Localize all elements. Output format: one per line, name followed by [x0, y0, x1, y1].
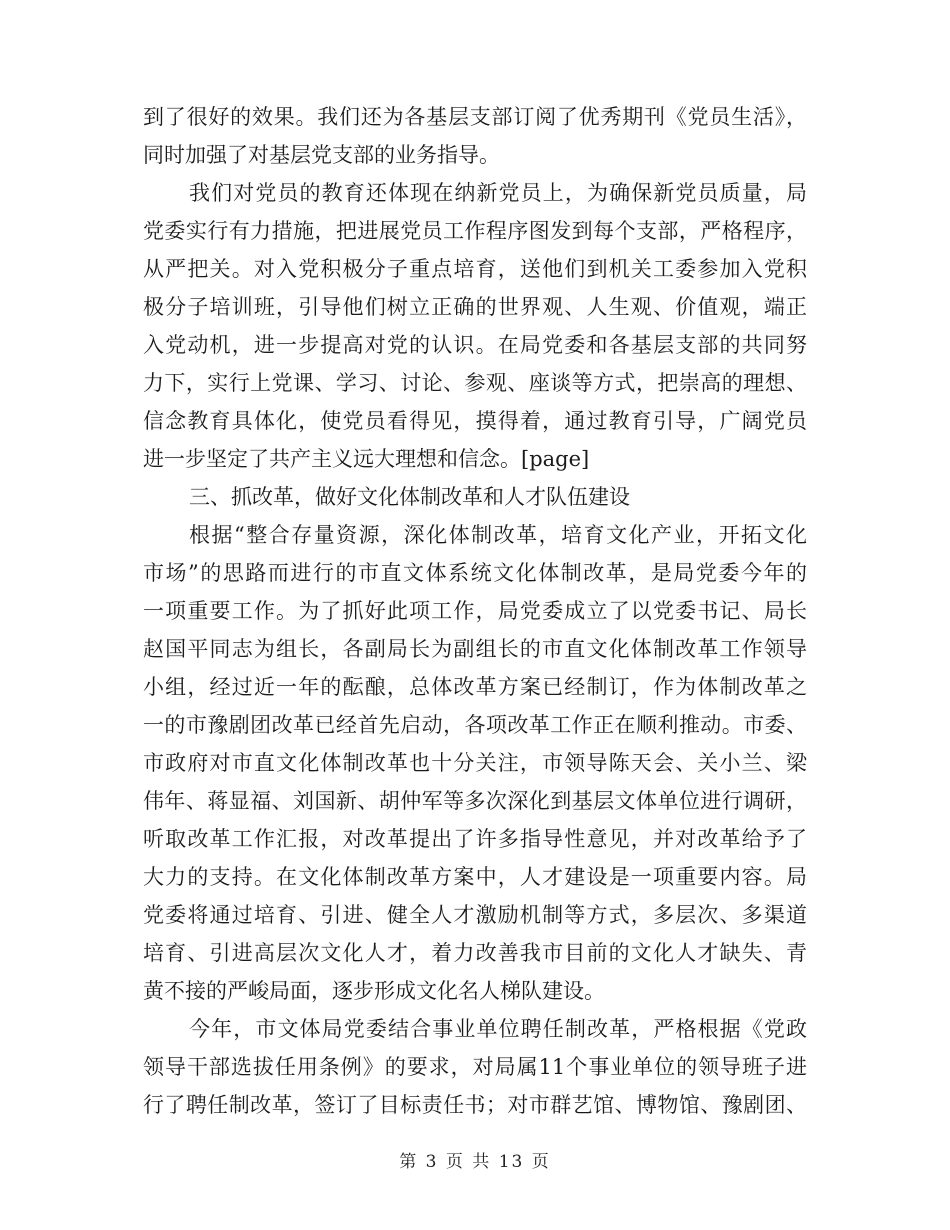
- text-line: 领导干部选拔任用条例》的要求，对局属11个事业单位的领导班子进: [143, 1055, 807, 1079]
- text-line: 进一步坚定了共产主义远大理想和信念。[page]: [143, 447, 590, 471]
- text-line: 行了聘任制改革，签订了目标责任书；对市群艺馆、博物馆、豫剧团、: [143, 1093, 807, 1117]
- text-line: 根据“整合存量资源，深化体制改革，培育文化产业，开拓文化: [189, 523, 807, 547]
- text-line: 党委实行有力措施，把进展党员工作程序图发到每个支部，严格程序，: [143, 219, 807, 243]
- text-line: 同时加强了对基层党支部的业务指导。: [143, 143, 500, 167]
- text-line: 赵国平同志为组长，各副局长为副组长的市直文化体制改革工作领导: [143, 637, 807, 661]
- text-line: 市场”的思路而进行的市直文体系统文化体制改革，是局党委今年的: [143, 561, 807, 585]
- text-line: 一的市豫剧团改革已经首先启动，各项改革工作正在顺利推动。市委、: [143, 713, 807, 737]
- text-line: 入党动机，进一步提高对党的认识。在局党委和各基层支部的共同努: [143, 333, 807, 357]
- text-line: 信念教育具体化，使党员看得见，摸得着，通过教育引导，广阔党员: [143, 409, 807, 433]
- text-line: 培育、引进高层次文化人才，着力改善我市目前的文化人才缺失、青: [143, 941, 807, 965]
- text-line: 到了很好的效果。我们还为各基层支部订阅了优秀期刊《党员生活》，: [143, 105, 807, 129]
- text-line: 今年，市文体局党委结合事业单位聘任制改革，严格根据《党政: [189, 1017, 807, 1041]
- text-line: 从严把关。对入党积极分子重点培育，送他们到机关工委参加入党积: [143, 257, 807, 281]
- document-body: [143, 98, 807, 1124]
- text-line: 一项重要工作。为了抓好此项工作，局党委成立了以党委书记、局长: [143, 599, 807, 623]
- text-line: 黄不接的严峻局面，逐步形成文化名人梯队建设。: [143, 979, 605, 1003]
- page-number-footer: 第 3 页 共 13 页: [399, 1152, 551, 1172]
- text-line: 三、抓改革，做好文化体制改革和人才队伍建设: [189, 485, 630, 509]
- text-line: 听取改革工作汇报，对改革提出了许多指导性意见，并对改革给予了: [143, 827, 807, 851]
- text-line: 党委将通过培育、引进、健全人才激励机制等方式，多层次、多渠道: [143, 903, 807, 927]
- text-line: 市政府对市直文化体制改革也十分关注，市领导陈天会、关小兰、梁: [143, 751, 807, 775]
- text-line: 小组，经过近一年的酝酿，总体改革方案已经制订，作为体制改革之: [143, 675, 807, 699]
- text-line: 力下，实行上党课、学习、讨论、参观、座谈等方式，把崇高的理想、: [143, 371, 807, 395]
- text-line: 伟年、蒋显福、刘国新、胡仲军等多次深化到基层文体单位进行调研，: [143, 789, 807, 813]
- text-line: 极分子培训班，引导他们树立正确的世界观、人生观、价值观，端正: [143, 295, 807, 319]
- text-line: 大力的支持。在文化体制改革方案中，人才建设是一项重要内容。局: [143, 865, 807, 889]
- text-line: 我们对党员的教育还体现在纳新党员上，为确保新党员质量，局: [189, 181, 807, 205]
